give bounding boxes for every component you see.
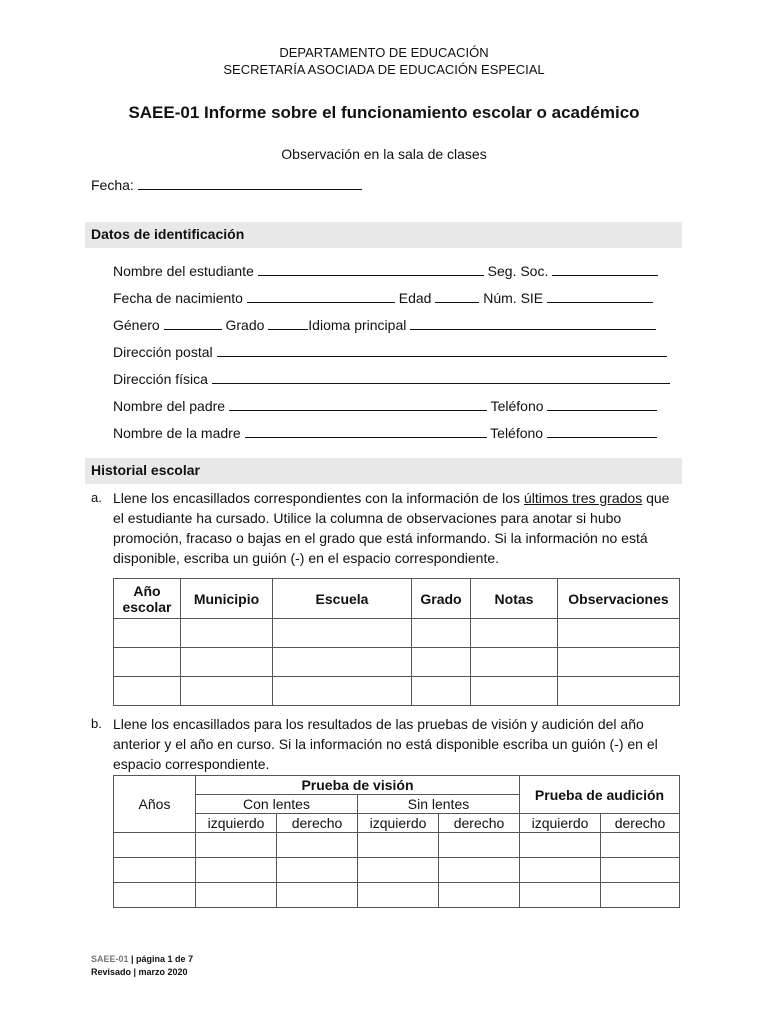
col-con-lentes: Con lentes xyxy=(196,795,358,814)
id-row-nacimiento xyxy=(113,289,679,307)
instruction-a-underlined: últimos tres grados xyxy=(523,490,643,506)
table-cell[interactable] xyxy=(412,619,471,648)
document-title: SAEE-01 Informe sobre el funcionamiento escolar o académico xyxy=(128,103,640,122)
col-derecho: derecho xyxy=(439,814,520,833)
footer-revised: Revisado | marzo 2020 xyxy=(91,967,188,977)
table-row xyxy=(114,833,680,858)
direccion-fisica-label: Dirección física xyxy=(113,371,208,387)
telefono-padre-label: Teléfono xyxy=(490,398,544,414)
fecha-label: Fecha: xyxy=(91,177,134,193)
col-anos: Años xyxy=(114,776,196,833)
id-row-estudiante xyxy=(113,262,679,280)
fecha-blank[interactable] xyxy=(138,176,362,190)
idioma-label: Idioma principal xyxy=(308,317,407,333)
edad-blank[interactable] xyxy=(435,289,479,303)
instruction-b-text: Llene los encasillados para los resultados de las pruebas de visión y audición del año anterior y el año en curso. Si la información no está disponible escriba un guión (-) en el espacio correspondiente. xyxy=(113,716,658,772)
table-cell[interactable] xyxy=(114,648,181,677)
num-sie-label: Núm. SIE xyxy=(483,290,544,306)
table-cell[interactable] xyxy=(520,883,601,908)
fecha-nacimiento-blank[interactable] xyxy=(247,289,395,303)
col-derecho: derecho xyxy=(277,814,358,833)
id-row-padre xyxy=(113,397,679,415)
table-cell[interactable] xyxy=(412,677,471,706)
grado-blank[interactable] xyxy=(268,316,308,330)
genero-label: Género xyxy=(113,317,160,333)
id-row-genero xyxy=(113,316,679,334)
telefono-padre-blank[interactable] xyxy=(547,397,657,411)
instruction-a-text-start: Llene los encasillados correspondientes con la información de los xyxy=(113,490,524,506)
num-sie-blank[interactable] xyxy=(547,289,653,303)
table-cell[interactable] xyxy=(273,648,412,677)
genero-blank[interactable] xyxy=(164,316,222,330)
section-datos-identificacion: Datos de identificación xyxy=(85,222,682,248)
col-prueba-vision: Prueba de visión xyxy=(196,776,520,795)
page-footer xyxy=(91,953,193,979)
table-cell[interactable] xyxy=(439,858,520,883)
table-cell[interactable] xyxy=(601,833,680,858)
instruction-a-text-end: que el estudiante ha cursado. Utilice la columna de observaciones para anotar si hubo promoción, fracaso o bajas en el grado que está informando. Si la información no está disponible, escriba un guión (-) en el espacio correspondiente. xyxy=(113,490,670,566)
table-cell[interactable] xyxy=(412,648,471,677)
table-row xyxy=(114,648,680,677)
table-cell[interactable] xyxy=(196,883,277,908)
table-cell[interactable] xyxy=(358,833,439,858)
nombre-madre-label: Nombre de la madre xyxy=(113,425,241,441)
table-cell[interactable] xyxy=(114,833,196,858)
col-municipio: Municipio xyxy=(181,579,273,619)
col-escuela: Escuela xyxy=(273,579,412,619)
table-cell[interactable] xyxy=(114,677,181,706)
table-cell[interactable] xyxy=(471,648,558,677)
table-cell[interactable] xyxy=(439,833,520,858)
telefono-madre-blank[interactable] xyxy=(547,424,657,438)
telefono-madre-label: Teléfono xyxy=(490,425,544,441)
col-izquierdo: izquierdo xyxy=(196,814,277,833)
id-row-direccion-postal xyxy=(113,343,679,361)
table-cell[interactable] xyxy=(273,619,412,648)
header-department: DEPARTAMENTO DE EDUCACIÓN xyxy=(279,45,489,60)
table-cell[interactable] xyxy=(439,883,520,908)
nombre-padre-label: Nombre del padre xyxy=(113,398,226,414)
table-cell[interactable] xyxy=(601,858,680,883)
edad-label: Edad xyxy=(398,290,432,306)
table-header-row xyxy=(114,776,680,795)
seg-soc-label: Seg. Soc. xyxy=(487,263,549,279)
nombre-estudiante-label: Nombre del estudiante xyxy=(113,263,254,279)
table-cell[interactable] xyxy=(196,858,277,883)
col-sin-lentes: Sin lentes xyxy=(358,795,520,814)
school-history-table xyxy=(113,578,680,706)
table-cell[interactable] xyxy=(471,619,558,648)
nombre-estudiante-blank[interactable] xyxy=(258,262,484,276)
col-izquierdo: izquierdo xyxy=(358,814,439,833)
table-cell[interactable] xyxy=(181,677,273,706)
table-cell[interactable] xyxy=(114,858,196,883)
table-row xyxy=(114,883,680,908)
table-header-row xyxy=(114,814,680,833)
table-cell[interactable] xyxy=(277,833,358,858)
table-row xyxy=(114,619,680,648)
nombre-madre-blank[interactable] xyxy=(245,424,487,438)
table-cell[interactable] xyxy=(520,833,601,858)
direccion-fisica-blank[interactable] xyxy=(212,370,670,384)
instruction-a xyxy=(91,488,683,568)
col-izquierdo: izquierdo xyxy=(520,814,601,833)
document-header xyxy=(0,44,768,78)
table-cell[interactable] xyxy=(181,619,273,648)
table-cell[interactable] xyxy=(358,858,439,883)
grado-label: Grado xyxy=(225,317,265,333)
id-row-madre xyxy=(113,424,679,442)
nombre-padre-blank[interactable] xyxy=(229,397,487,411)
table-cell[interactable] xyxy=(181,648,273,677)
footer-code: SAEE-01 xyxy=(91,954,129,964)
table-row xyxy=(114,677,680,706)
col-observaciones: Observaciones xyxy=(558,579,680,619)
table-cell[interactable] xyxy=(558,677,680,706)
header-secretariat: SECRETARÍA ASOCIADA DE EDUCACIÓN ESPECIAL xyxy=(223,62,545,77)
col-ano-escolar: Año escolar xyxy=(114,579,181,619)
idioma-blank[interactable] xyxy=(410,316,656,330)
table-row xyxy=(114,858,680,883)
col-grado: Grado xyxy=(412,579,471,619)
document-subtitle: Observación en la sala de clases xyxy=(281,146,487,162)
table-cell[interactable] xyxy=(277,883,358,908)
vision-hearing-table xyxy=(113,775,680,908)
instruction-b xyxy=(91,714,683,774)
id-row-direccion-fisica xyxy=(113,370,679,388)
table-cell[interactable] xyxy=(114,619,181,648)
table-cell[interactable] xyxy=(471,677,558,706)
instruction-a-marker: a. xyxy=(91,490,102,505)
seg-soc-blank[interactable] xyxy=(552,262,658,276)
footer-page: | página 1 de 7 xyxy=(128,954,194,964)
direccion-postal-label: Dirección postal xyxy=(113,344,213,360)
fecha-nacimiento-label: Fecha de nacimiento xyxy=(113,290,243,306)
col-derecho: derecho xyxy=(601,814,680,833)
table-cell[interactable] xyxy=(558,648,680,677)
table-cell[interactable] xyxy=(358,883,439,908)
table-cell[interactable] xyxy=(601,883,680,908)
col-prueba-audicion: Prueba de audición xyxy=(520,776,680,814)
direccion-postal-blank[interactable] xyxy=(217,343,667,357)
table-cell[interactable] xyxy=(277,858,358,883)
table-cell[interactable] xyxy=(196,833,277,858)
fecha-field xyxy=(91,176,362,193)
table-cell[interactable] xyxy=(520,858,601,883)
table-cell[interactable] xyxy=(114,883,196,908)
col-notas: Notas xyxy=(471,579,558,619)
table-cell[interactable] xyxy=(273,677,412,706)
instruction-b-marker: b. xyxy=(91,716,102,731)
table-header-row xyxy=(114,579,680,619)
table-cell[interactable] xyxy=(558,619,680,648)
section-historial-escolar: Historial escolar xyxy=(85,458,682,484)
